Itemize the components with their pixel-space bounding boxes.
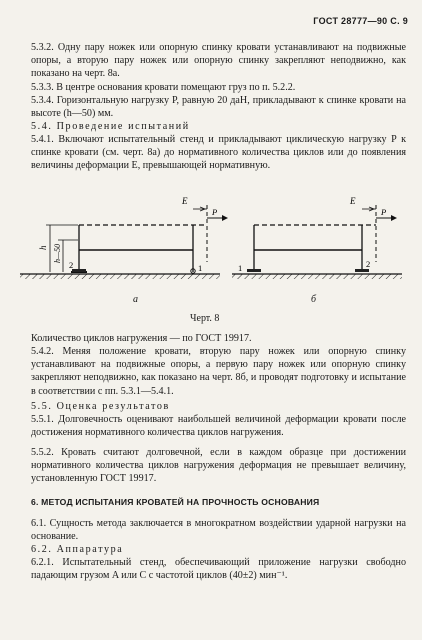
paragraph-5-5-2: 5.5.2. Кровать считают долговечной, если в каждом образце при достижении нормативного количества циклов нагружения деформация не превышает величину, установленную ГОСТ 19917.	[31, 447, 406, 485]
heading-5-4: 5.4. Проведение испытаний	[31, 121, 190, 132]
label-E-b: E	[350, 196, 356, 206]
heading-5-5: 5.5. Оценка результатов	[31, 401, 170, 412]
diagram-a	[20, 196, 228, 279]
page-header: ГОСТ 28777—90 С. 9	[313, 16, 408, 26]
diagram-b	[232, 196, 402, 279]
fixed-block-b	[355, 269, 369, 272]
fixed-block-a	[72, 269, 86, 272]
paragraph-6-2-1: 6.2.1. Испытательный стенд, обеспечивающий приложение нагрузки свободно падающим грузом A или C с частотой циклов (40±2) мин⁻¹.	[31, 557, 406, 582]
figure-label-a: а	[133, 294, 138, 305]
paragraph-5-5-1: 5.5.1. Долговечность оценивают наибольшей величиной деформации кровати после достижения нормативного количества циклов нагружения.	[31, 414, 406, 439]
label-E-a: E	[182, 196, 188, 206]
section-6-title: 6. МЕТОД ИСПЫТАНИЯ КРОВАТЕЙ НА ПРОЧНОСТЬ ОСНОВАНИЯ	[31, 497, 320, 507]
paragraph-cycles: Количество циклов нагружения — по ГОСТ 19917.	[31, 333, 252, 344]
paragraph-5-3-4: 5.3.4. Горизонтальную нагрузку P, равную 20 даН, прикладывают к спинке кровати на высоте (h—50) мм.	[31, 95, 406, 120]
label-P-b: P	[381, 207, 387, 217]
paragraph-6-1: 6.1. Сущность метода заключается в многократном воздействии ударной нагрузки на основание.	[31, 518, 406, 543]
heading-6-2: 6.2. Аппаратура	[31, 544, 124, 555]
label-1-a: 1	[198, 263, 203, 273]
label-2-b: 2	[366, 259, 371, 269]
label-2-a: 2	[69, 260, 74, 270]
label-P-a: P	[212, 207, 218, 217]
label-1-b: 1	[238, 263, 243, 273]
label-h50: h—50	[53, 243, 62, 263]
paragraph-5-3-2: 5.3.2. Одну пару ножек или опорную спинку кровати устанавливают на подвижные опоры, а вторую пару ножек или опорную спинку закрепляют неподвижно, как показано на черт. 8а.	[31, 42, 406, 80]
paragraph-5-4-1: 5.4.1. Включают испытательный стенд и прикладывают циклическую нагрузку P к спинке кровати (см. черт. 8а) до нормативного количества циклов или до появления величины деформации E, превышающей нормативную.	[31, 134, 406, 172]
label-h: h	[38, 245, 48, 250]
figure-caption: Черт. 8	[190, 313, 220, 324]
figure-label-b: б	[311, 294, 317, 305]
roller-support-b	[247, 269, 261, 272]
paragraph-5-3-3: 5.3.3. В центре основания кровати помещают груз по п. 5.2.2.	[31, 82, 296, 93]
paragraph-5-4-2: 5.4.2. Меняя положение кровати, вторую пару ножек или опорную спинку устанавливают на подвижные опоры, а первую пару ножек или опорную спинку закрепляют неподвижно, как показано на черт. 8б, и проводят подготовку и испытание в соответствии с пп. 5.3.1—5.4.1.	[31, 346, 406, 397]
ground-hatch-b	[232, 274, 402, 279]
ground-hatch-a	[20, 274, 220, 279]
